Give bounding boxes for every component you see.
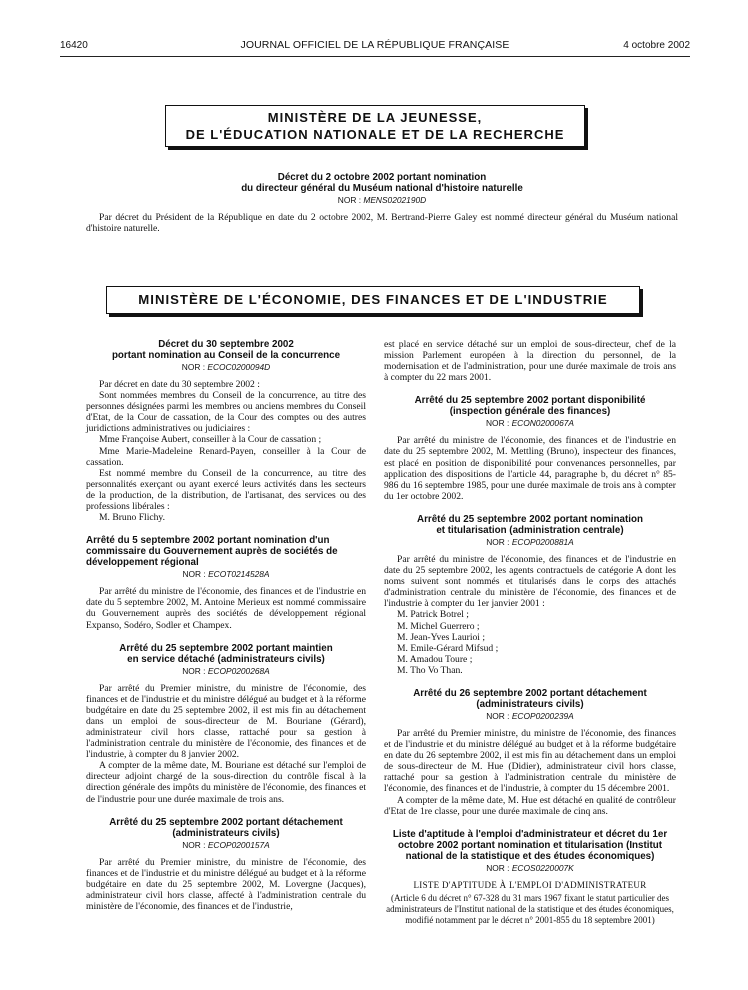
ministry-heading-economy [106,286,640,314]
left-column [86,339,366,924]
names-list [384,609,676,676]
ministry-heading-line: MINISTÈRE DE L'ÉCONOMIE, DES FINANCES ET DE L'INDUSTRIE [138,292,608,307]
article-title: (administrateurs civils) [476,698,584,710]
list-heading: LISTE D'APTITUDE À L'EMPLOI D'ADMINISTRATEUR [413,879,647,890]
article-detachement-lovergne [86,817,366,912]
article-title: (administrateurs civils) [172,827,280,839]
decree-museum [86,172,678,234]
right-column [384,339,676,938]
header-rule [60,56,690,57]
page-header [60,40,690,54]
nor-reference: NOR : ECOS0220007K [486,862,574,873]
journal-title: JOURNAL OFFICIEL DE LA RÉPUBLIQUE FRANÇAISE [240,39,510,51]
nor-reference: NOR : ECOT0214528A [182,569,270,580]
decree-title: du directeur général du Muséum national d'histoire naturelle [241,183,523,194]
list-item: M. Jean-Yves Laurioi ; [397,631,486,643]
nor-reference: NOR : ECOP0200881A [486,536,574,547]
decree-body: Par décret du Président de la République en date du 2 octobre 2002, M. Bertrand-Pierre Galey est nommé directeur général du Muséum national d'histoire naturelle. [86,212,678,235]
article-title: Arrêté du 25 septembre 2002 portant détachement [109,816,343,828]
paragraph: M. Bruno Flichy. [99,512,166,524]
nor-reference: NOR : ECOP0200239A [486,710,574,721]
list-item: M. Patrick Botrel ; [397,609,469,621]
ministry-heading-education [165,105,585,147]
paragraph: Sont nommées membres du Conseil de la concurrence, au titre des personnes désignées parmi les membres ou anciens membres du Conseil d'Etat, de la Cour de cassation, de la Cour des comptes ou des autres juridictions administratives ou judiciaires : [86,390,366,435]
paragraph: Par arrêté du Premier ministre, du ministre de l'économie, des finances et de l'industrie et du ministre délégué au budget et à la réforme budgétaire en date du 25 septembre 2002, M. Lovergne (Jacques), administrateur civil hors classe, affecté à l'administration centrale du ministère de l'économie, des finances et de l'industrie, [86,856,366,912]
article-title: Arrêté du 25 septembre 2002 portant nomination [417,513,643,525]
article-title: portant nomination au Conseil de la concurrence [111,350,341,361]
article-conseil-concurrence [86,339,366,523]
list-item: M. Emile-Gérard Mifsud ; [397,642,499,654]
article-title: Liste d'aptitude à l'emploi d'administrateur et décret du 1er octobre 2002 portant nomination et titularisation (Institut national de la statistique et des études économiques) [392,828,668,862]
article-titularisation [384,514,676,676]
paragraph: Est nommé membre du Conseil de la concurrence, au titre des personnalités exerçant ou ayant exercé leurs activités dans les secteurs de la production, de la distribution, de l'artisanat, des services ou des professions libérales : [86,467,366,513]
paragraph: Par arrêté du Premier ministre, du ministre de l'économie, des finances et de l'industrie et du ministre délégué au budget et à la réforme budgétaire en date du 25 septembre 2002, il est mis fin au détachement dans un emploi de sous-directeur de M. Bouriane (Gérard), administrateur civil hors classe, rattaché pour sa gestion à l'administration centrale du ministère de l'économie, des finances et de l'industrie, à compter du 8 janvier 2002. [86,682,366,761]
article-maintien-detache [86,643,366,805]
issue-date: 4 octobre 2002 [623,40,690,51]
ministry-heading-line: MINISTÈRE DE LA JEUNESSE, [267,110,483,125]
list-item: M. Tho Vo Than. [397,664,463,676]
ministry-heading-line: DE L'ÉDUCATION NATIONALE ET DE LA RECHERCHE [185,127,565,142]
paragraph: Mme Marie-Madeleine Renard-Payen, conseiller à la Cour de cassation. [86,445,366,468]
article-liste-aptitude [384,829,676,926]
page-number: 16420 [60,40,88,51]
paragraph: Par arrêté du Premier ministre, du ministre de l'économie, des finances et de l'industrie et du ministre délégué au budget et à la réforme budgétaire en date du 26 septembre 2002, il est mis fin au détachement dans un emploi de sous-directeur de M. Hue (Didier), administrateur civil hors classe, rattaché pour sa gestion à l'administration centrale du ministère de l'économie, des finances et de l'industrie, à compter du 15 décembre 2001. [384,727,676,795]
article-title: Arrêté du 25 septembre 2002 portant disponibilité [414,395,646,407]
paragraph: Mme Françoise Aubert, conseiller à la Cour de cassation ; [99,434,322,446]
article-title: et titularisation (administration centrale) [436,524,624,536]
paragraph: Par arrêté du ministre de l'économie, des finances et de l'industrie en date du 25 septembre 2002, les agents contractuels de catégorie A dont les noms suivent sont nommés et titularisés dans le corps des attachés d'administration centrale du ministère de l'économie, des finances et de l'industrie à compter du 1er janvier 2001 : [384,553,676,610]
paragraph: Par arrêté du ministre de l'économie, des finances et de l'industrie en date du 25 septembre 2002, M. Mettling (Bruno), inspecteur des finances, est placé en position de disponibilité pour convenances personnelles, par application des dispositions de l'article 44, paragraphe b, du décret n° 85-986 du 16 septembre 1985, pour une durée maximale de trois ans à compter du 1er octobre 2002. [384,435,676,502]
article-title: Arrêté du 26 septembre 2002 portant détachement [413,687,647,699]
article-title: Arrêté du 25 septembre 2002 portant maintien [119,642,333,654]
nor-reference: NOR : ECOC0200094D [181,362,271,372]
article-title: Arrêté du 5 septembre 2002 portant nomination d'un commissaire du Gouvernement auprès de sociétés de développement régional [86,535,338,569]
article-title: Décret du 30 septembre 2002 [158,339,294,350]
paragraph: Par arrêté du ministre de l'économie, des finances et de l'industrie en date du 5 septembre 2002, M. Antoine Merieux est nommé commissaire du Gouvernement auprès des sociétés de développement régional Expanso, Sodéro, Sodler et Champex. [86,586,366,631]
article-title: (inspection générale des finances) [449,406,611,418]
paragraph: est placé en service détaché sur un emploi de sous-directeur, chef de la mission Parlement européen à la direction du personnel, de la modernisation et de l'administration, pour une durée maximale de trois ans à compter du 22 mars 2001. [384,339,676,384]
nor-reference: NOR : ECOP0200268A [182,665,270,676]
paragraph: Par décret en date du 30 septembre 2002 : [99,379,260,390]
nor-reference: NOR : ECON0200067A [486,418,574,429]
nor-reference: NOR : MENS0202190D [337,195,427,205]
article-disponibilite [384,395,676,502]
article-title: en service détaché (administrateurs civils) [127,653,325,665]
paragraph: A compter de la même date, M. Bouriane est détaché sur l'emploi de directeur adjoint chargé de la sous-direction du contrôle fiscal à la direction générale des impôts du ministère de l'économie, des finances et de l'industrie pour une durée maximale de trois ans. [86,760,366,805]
list-item: M. Amadou Toure ; [397,653,473,665]
article-continuation [384,339,676,383]
paragraph: A compter de la même date, M. Hue est détaché en qualité de contrôleur d'Etat de 1re classe, pour une durée maximale de cinq ans. [384,794,676,817]
decree-title: Décret du 2 octobre 2002 portant nomination [277,172,487,183]
nor-reference: NOR : ECOP0200157A [182,839,270,850]
list-subheading: (Article 6 du décret n° 67-328 du 31 mars 1967 fixant le statut particulier des administrateurs de l'Institut national de la statistique et des études économiques, modifié notamment par le décret n° 2001-855 du 18 septembre 2001) [386,892,674,925]
article-commissaire [86,535,366,630]
article-detachement-hue [384,688,676,817]
list-item: M. Michel Guerrero ; [397,620,480,632]
